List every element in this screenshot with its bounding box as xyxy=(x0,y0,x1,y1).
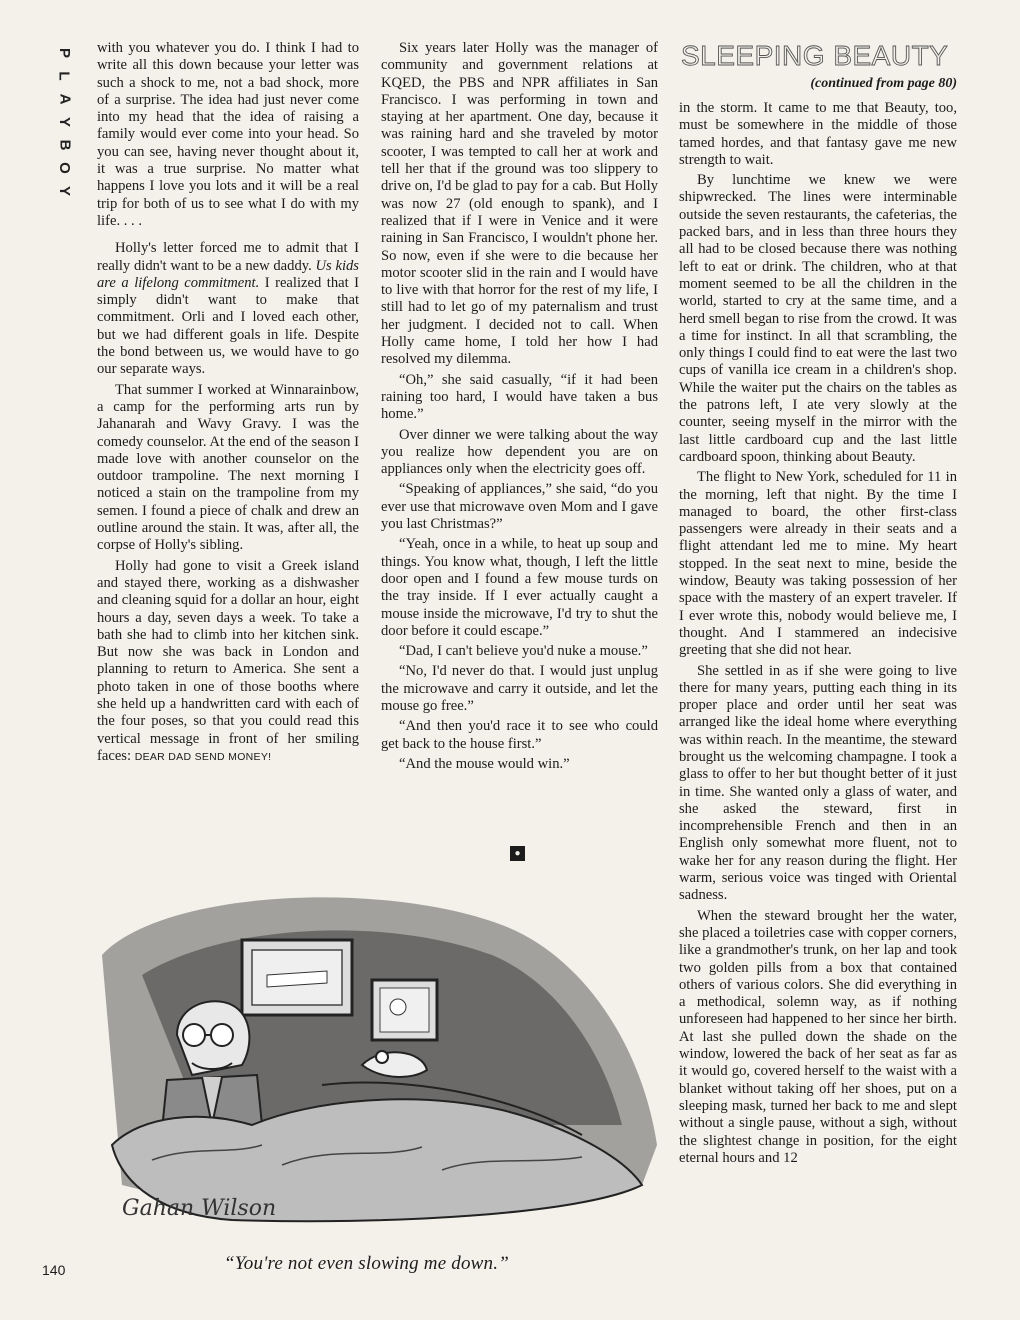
article-column-2 xyxy=(381,40,658,773)
body-paragraph: in the storm. It came to me that Beauty, too, must be somewhere in the middle of those tamed hordes, and that fantasy gave me new strength to wait. xyxy=(679,100,957,168)
running-head-letter: A xyxy=(56,93,73,105)
body-text: Holly's letter forced me to admit that I really didn't want to be a new daddy. xyxy=(97,240,359,274)
end-of-article-rabbit-icon: ● xyxy=(510,846,525,861)
running-head-letter: Y xyxy=(55,185,73,197)
body-paragraph: “Oh,” she said casually, “if it had been raining too hard, I would have taken a bus home.” xyxy=(381,371,658,423)
body-paragraph: “Dad, I can't believe you'd nuke a mouse.” xyxy=(399,643,648,660)
body-text: I realized that I simply didn't want to make that commitment. Orli and I loved each other, but we had different goals in life. Despite the bond between us, we would have to go our separate ways. xyxy=(97,274,359,378)
body-paragraph xyxy=(97,240,359,378)
cartoon-illustration xyxy=(82,885,664,1240)
running-head-letter: Y xyxy=(55,116,73,128)
running-head-letter: L xyxy=(55,71,73,81)
body-paragraph: Over dinner we were talking about the way you realize how dependent you are on appliances only when the electricity goes off. xyxy=(381,426,658,478)
body-paragraph xyxy=(97,558,359,767)
continuation-header xyxy=(681,40,957,92)
framed-picture-icon xyxy=(242,940,352,1015)
cartoon-caption: “You're not even slowing me down.” xyxy=(224,1253,509,1274)
running-head-letter: P xyxy=(55,47,73,59)
body-paragraph: “And the mouse would win.” xyxy=(399,755,570,772)
article-column-1 xyxy=(97,40,359,766)
cartoonist-signature: Gahan Wilson xyxy=(122,1196,277,1221)
body-paragraph: That summer I worked at Winnarainbow, a camp for the performing arts run by Jahanarah and Wavy Gravy. I was the comedy counselor. At the end of the season I made love with another counselor on the outdoor trampoline. The next morning I noticed a stain on the trampoline from my semen. I found a piece of chalk and drew an outline around the stain. It was, after all, the corpse of Holly's sibling. xyxy=(97,381,359,554)
continued-from-note: (continued from page 80) xyxy=(810,76,957,91)
body-text: Holly had gone to visit a Greek island and stayed there, working as a dishwasher and cleaning squid for a dollar an hour, eight hours a day, seven days a week. To take a bath she had to climb into her kitchen sink. But now she was back in London and planning to return to America. She sent a photo taken in one of those booths where she held up a handwritten card with each of the four poses, so that you could read this vertical message in front of her smiling faces: xyxy=(97,557,359,764)
body-paragraph: The flight to New York, scheduled for 11 in the morning, left that night. By the time I managed to board, the other first-class passengers were already in their seats and a flight attendant led me to mine. My heart stopped. In the seat next to mine, beside the window, Beauty was taking possession of her space with the mastery of an expert traveler. If I ever wrote this, nobody would believe me, I thought. And I stammered an indecisive greeting that she did not hear. xyxy=(679,469,957,659)
photo-message: DEAR DAD SEND MONEY! xyxy=(134,750,272,763)
body-paragraph: “Yeah, once in a while, to heat up soup and things. You know what, though, I left the little door open and I found a few mouse turds on the tray inside. If I ever actually caught a mouse inside the microwave, I'd try to shut the door before it could escape.” xyxy=(381,536,658,639)
running-head-letter: B xyxy=(56,139,73,151)
body-paragraph: “No, I'd never do that. I would just unplug the microwave and carry it outside, and let the mouse go free.” xyxy=(381,663,658,714)
running-head-letter: O xyxy=(55,162,73,174)
story-title: SLEEPING BEAUTY xyxy=(681,40,949,71)
letter-excerpt: with you whatever you do. I think I had to write all this down because your letter was such a shock to me, not a bad shock, more of a surprise. The idea had just never come into my head that the idea of raising a family would ever come into your head. So you can see, having never thought about it, it was a true surprise. No matter what happens I love you lots and it will be a real trip for both of us to see what I do with my life. . . . xyxy=(97,40,359,229)
body-paragraph: When the steward brought her the water, she placed a toiletries case with copper corners, like a grandmother's trunk, on her lap and took two golden pills from a box that contained others of various colors. She did everything in a methodical, solemn way, as if nothing unforeseen had happened to her since her birth. At last she pulled down the shade on the window, lowered the back of her seat as far as it would go, covered herself to the waist with a blanket without taking off her shoes, put on a sleeping mask, turned her back to me and slept without a single pause, without a sigh, without the slightest change in position, for the eight eternal hours and 12 xyxy=(679,907,957,1166)
page-number: 140 xyxy=(42,1262,66,1278)
body-paragraph: “And then you'd race it to see who could get back to the house first.” xyxy=(381,718,658,752)
body-paragraph: By lunchtime we knew we were shipwrecked. The lines were interminable outside the seven restaurants, the cafeterias, the packed bars, and in less than three hours they all had to be closed because there was nothing left to eat or drink. The children, who at that moment seemed to be all the children in the world, started to cry at the same time, and a herd smell began to rise from the crowd. It was a time for instinct. In all that scrambling, the only things I could find to eat were the last two cups of vanilla ice cream in a children's shop. While the waiter put the chairs on the tables as the patrons left, I ate very slowly at the counter, seeing myself in the mirror with the last little cardboard cup and the last little cardboard spoon, thinking about Beauty. xyxy=(679,172,957,465)
italic-phrase: Us kids are a lifelong commitment. xyxy=(97,257,359,291)
article-column-3 xyxy=(679,100,957,1167)
running-head xyxy=(52,44,76,200)
body-paragraph: She settled in as if she were going to live there for many years, putting each thing in its proper place and order until her seat was arranged like the ideal home where everything was within reach. In the meantime, the steward brought us the welcoming champagne. I took a glass to offer to her but thought better of it just in time. She wanted only a glass of water, and she asked the steward, first in incomprehensible French and then in an English only somewhat more fluent, not to wake her for any reason during the flight. Her warm, serious voice was tinged with Oriental sadness. xyxy=(679,662,957,904)
body-paragraph: “Speaking of appliances,” she said, “do you ever use that microwave oven Mom and I gave you last Christmas?” xyxy=(381,481,658,533)
framed-certificate-icon xyxy=(372,980,437,1040)
body-paragraph: Six years later Holly was the manager of community and government relations at KQED, the PBS and NPR affiliates in San Francisco. I was performing in town and staying at her apartment. One day, because it was raining hard and she traveled by motor scooter, I was tempted to call her at work and tell her that if the ground was too slippery to drive on, I'd be glad to pay for a cab. But Holly was now 27 (old enough to spank), and I realized that if I were in Venice and it were raining in San Francisco, I wouldn't phone her. So now, even if she were to die because her motor scooter slid in the rain and I would have to live with that horror for the rest of my life, I still had to let go of my paternalism and trust her judgment. I decided not to call. When Holly came home, I told her how I had resolved my dilemma. xyxy=(381,40,658,368)
